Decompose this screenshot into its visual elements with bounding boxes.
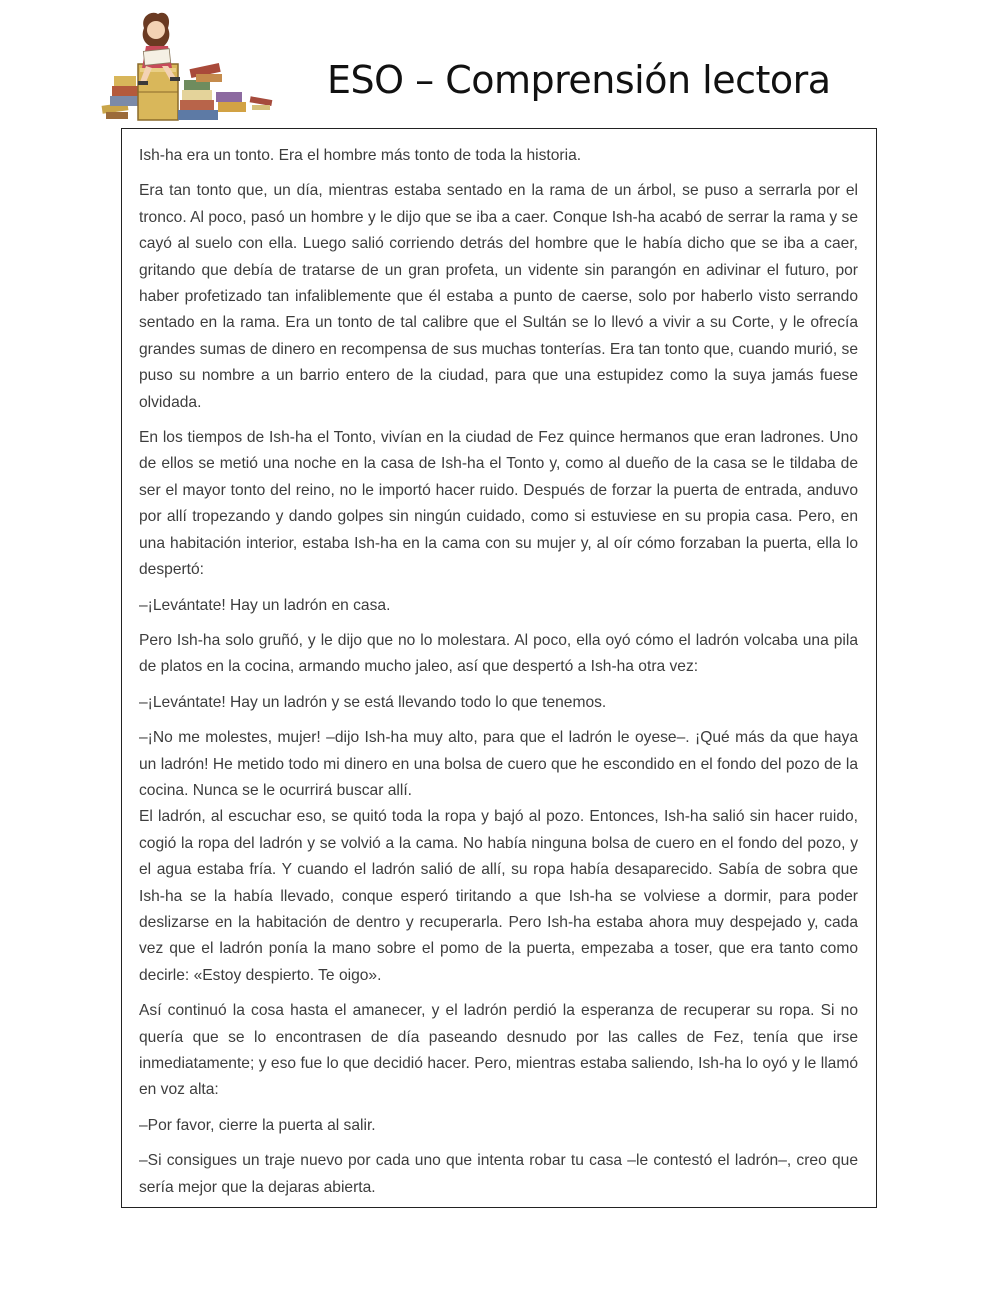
paragraph-10: –Por favor, cierre la puerta al salir.: [139, 1116, 376, 1134]
paragraph-6: –¡Levántate! Hay un ladrón y se está llevando todo lo que tenemos.: [139, 693, 607, 711]
page-title: ESO – Comprensión lectora: [327, 58, 831, 102]
paragraph-9: Así continuó la cosa hasta el amanecer, y el ladrón perdió la esperanza de recuperar su ropa. Si no quería que se lo encontrasen de día paseando desnudo por las calles de Fez, tenía que irse inmediatamente; y eso fue lo que decidió hacer. Pero, mientras estaba saliendo, Ish-ha lo oyó y le llamó en voz alta:: [139, 1002, 858, 1099]
paragraph-3: En los tiempos de Ish-ha el Tonto, vivían en la ciudad de Fez quince hermanos que eran ladrones. Uno de ellos se metió una noche en la casa de Ish-ha el Tonto y, como al dueño de la casa se le tildaba de ser el mayor tonto del reino, no le importó hacer ruido. Después de forzar la puerta de entrada, anduvo por allí tropezando y dando golpes sin ningún cuidado, como si estuviese en su propia casa. Pero, en una habitación interior, estaba Ish-ha en la cama con su mujer y, al oír cómo forzaban la puerta, ella lo despertó:: [139, 429, 858, 579]
paragraph-4: –¡Levántate! Hay un ladrón en casa.: [139, 596, 391, 614]
girl-reading-on-books-icon: [100, 8, 280, 128]
paragraph-5: Pero Ish-ha solo gruñó, y le dijo que no lo molestara. Al poco, ella oyó cómo el ladrón volcaba una pila de platos en la cocina, armando mucho jaleo, así que despertó a Ish-ha otra vez:: [139, 631, 858, 676]
paragraph-7: –¡No me molestes, mujer! –dijo Ish-ha muy alto, para que el ladrón le oyese–. ¡Qué más da que haya un ladrón! He metido todo mi dinero en una bolsa de cuero que he escondido en el fondo del pozo de la cocina. Nunca se le ocurrirá buscar allí.: [139, 729, 858, 799]
paragraph-11: –Si consigues un traje nuevo por cada uno que intenta robar tu casa –le contestó el ladrón–, creo que sería mejor que la dejaras abierta.: [139, 1152, 858, 1196]
reading-passage-box: [121, 128, 877, 1208]
paragraph-8: El ladrón, al escuchar eso, se quitó toda la ropa y bajó al pozo. Entonces, Ish-ha salió sin hacer ruido, cogió la ropa del ladrón y se volvió a la cama. No había ninguna bolsa de cuero en el fondo del pozo, y el agua estaba fría. Y cuando el ladrón salió de allí, su ropa había desaparecido. Sabía de sobra que Ish-ha se la había llevado, conque esperó tiritando a que Ish-ha se volviese a dormir, para poder deslizarse en la habitación de dentro y recuperarla. Pero Ish-ha estaba ahora muy despejado y, cada vez que el ladrón ponía la mano sobre el pomo de la puerta, empezaba a toser, que era tanto como decirle: «Estoy despierto. Te oigo».: [139, 808, 858, 984]
paragraph-1: Ish-ha era un tonto. Era el hombre más tonto de toda la historia.: [139, 147, 582, 164]
paragraph-2: Era tan tonto que, un día, mientras estaba sentado en la rama de un árbol, se puso a serrarla por el tronco. Al poco, pasó un hombre y le dijo que se iba a caer. Conque Ish-ha acabó de serrar la rama y se cayó al suelo con ella. Luego salió corriendo detrás del hombre que le había dicho que se iba a caer, gritando que debía de tratarse de un gran profeta, un vidente sin parangón en adivinar el futuro, por haber profetizado tan infaliblemente que él estaba a punto de caerse, solo por haberlo visto serrando sentado en la rama. Era un tonto de tal calibre que el Sultán se lo llevó a vivir a su Corte, y le ofrecía grandes sumas de dinero en recompensa de sus muchas tonterías. Era tan tonto que, cuando murió, se puso su nombre a un barrio entero de la ciudad, para que una estupidez como la suya jamás fuese olvidada.: [139, 182, 858, 411]
